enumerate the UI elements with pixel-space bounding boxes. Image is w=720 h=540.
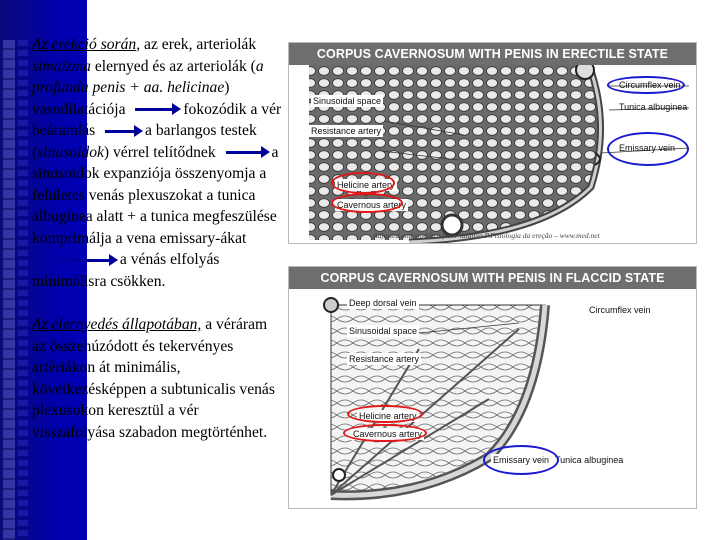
label-tunica-albuginea: Tunica albuginea (555, 455, 624, 465)
highlight-cavernous-artery (331, 193, 403, 213)
text-fragment: simaizma (32, 57, 91, 75)
text-fragment: a barlangos testek ( (32, 122, 257, 161)
figure-erectile-state (288, 42, 697, 244)
text-fragment: a profunda penis + aa. helicinae (32, 57, 264, 96)
label-emissary-vein: Emissary vein (493, 455, 550, 465)
paragraph-relaxation (32, 314, 284, 443)
paragraph-erection (32, 34, 284, 292)
text-fragment: fokozódik a vér beáramlás (32, 100, 282, 139)
figure-flaccid-state (288, 266, 697, 509)
highlight-helicine-artery (347, 405, 423, 423)
right-arrow-icon (226, 151, 262, 154)
highlight-helicine-artery (331, 172, 395, 194)
highlight-circumflex-vein (607, 76, 685, 94)
figure-caption: Adjusted and modified from Valdivia P.Fisiologia da ereção – www.med.net (373, 231, 600, 240)
label-cavernous-artery: Cavernous artery (353, 429, 423, 439)
right-arrow-icon (105, 130, 135, 133)
label-deep-dorsal-vein: Deep dorsal vein (349, 298, 417, 308)
text-fragment: elernyed és az arteriolák ( (90, 57, 256, 75)
text-fragment: a véráram az összehúzódott és tekervényes artériákon át minimális, következésképpen a subtunicalis venás plexusokon keresztül a vér visszafolyása szabadon megtörténhet. (32, 316, 275, 441)
highlight-emissary-vein (483, 445, 559, 475)
flaccid-diagram (289, 289, 696, 508)
right-arrow-icon (135, 108, 173, 111)
label-resistance-artery: Resistance artery (349, 354, 420, 364)
label-circumflex-vein: Circumflex vein (619, 80, 681, 90)
text-fragment: a vénás elfolyás minimálisra csökken. (32, 251, 220, 290)
figure-erectile-title: CORPUS CAVERNOSUM WITH PENIS IN ERECTILE STATE (289, 43, 696, 65)
circumflex-vein-shape (576, 65, 594, 79)
label-sinusoidal-space: Sinusoidal space (349, 326, 418, 336)
label-emissary-vein: Emissary vein (619, 143, 676, 153)
text-fragment: a sinusoidok expanziója összenyomja a felületes venás plexuszokat a tunica albuginea alatt + a tunica megfeszülése komprimálja a vena emissary-ákat (32, 143, 279, 247)
label-resistance-artery: Resistance artery (311, 126, 382, 136)
left-band-pattern (3, 40, 15, 540)
label-helicine-artery: Helicine artery (337, 180, 395, 190)
text-fragment: ) vérrel telítődnek (103, 143, 216, 161)
highlight-emissary-vein (607, 132, 689, 166)
deep-dorsal-vein-shape (324, 298, 338, 312)
label-tunica-albuginea: Tunica albuginea (619, 102, 688, 112)
text-panel (32, 34, 284, 443)
text-fragment: sinusoidok (37, 143, 104, 161)
label-helicine-artery: Helicine artery (359, 411, 417, 421)
cavernous-artery-shape (333, 469, 345, 481)
highlight-cavernous-artery (343, 424, 427, 442)
text-fragment: ) vasodilatációja (32, 79, 230, 118)
figure-flaccid-title: CORPUS CAVERNOSUM WITH PENIS IN FLACCID STATE (289, 267, 696, 289)
label-circumflex-vein: Circumflex vein (589, 305, 651, 315)
label-sinusoidal-space: Sinusoidal space (313, 96, 382, 106)
left-band-pattern-secondary (18, 40, 28, 540)
right-arrow-icon (58, 259, 110, 262)
text-fragment: , az erek, arteriolák (136, 36, 257, 53)
heading-relaxation: Az elernyedés állapotában, (32, 316, 202, 333)
label-cavernous-artery: Cavernous artery (337, 200, 407, 210)
heading-erection: Az erekció során (32, 36, 137, 53)
